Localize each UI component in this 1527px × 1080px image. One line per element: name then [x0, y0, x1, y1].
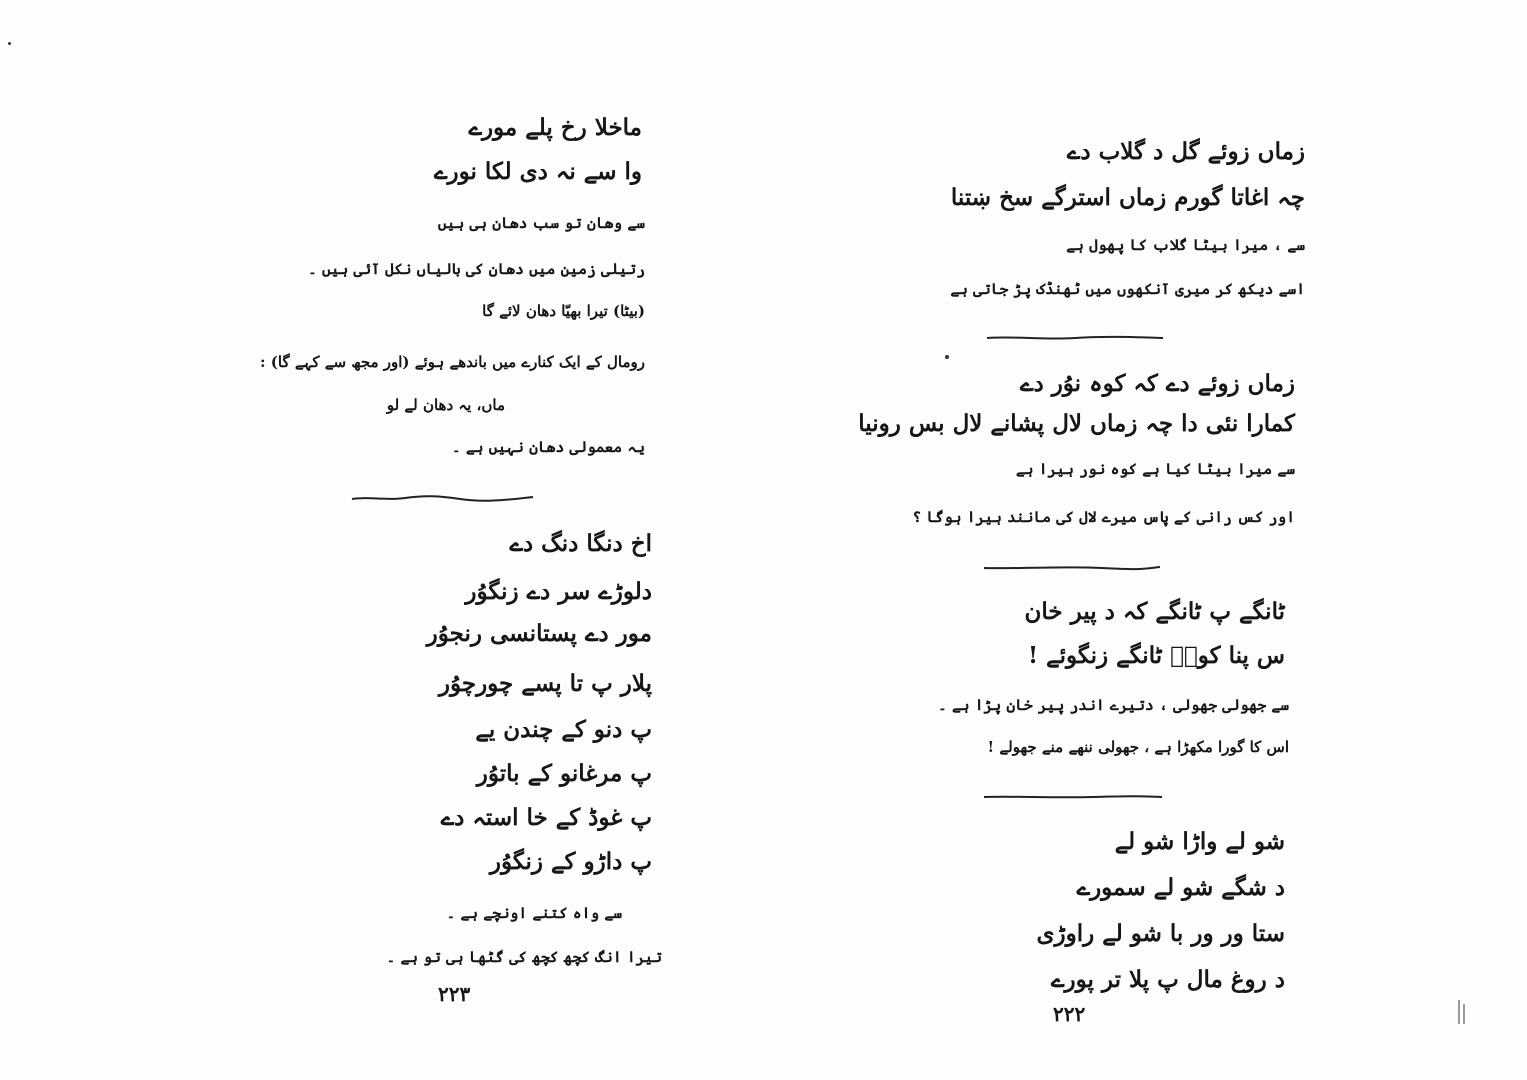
right-translation-1-1: سے ، میرا بیٹا گلاب کا پھول ہے: [1066, 236, 1305, 254]
left-verse-1-1: ماخلا رخ پلے مورے: [468, 114, 642, 141]
left-page: [0, 0, 760, 1080]
page-number-right: ٢٢٢: [1053, 1002, 1086, 1026]
left-translation-1-5: ماں، یہ دھان لے لو: [386, 396, 505, 414]
section-divider: [985, 333, 1165, 343]
section-divider: [982, 563, 1162, 573]
left-translation-2-2: تیرا انگ کچھ کچھ کی گٹھا ہی تو ہے ۔: [386, 948, 662, 966]
right-verse-2-1: زماں زوئے دے کہ کوہ نوُر دے: [1019, 370, 1295, 397]
right-translation-3-2: اس کا گورا مکھڑا ہے ، جھولی ننھے منے جھولے !: [987, 738, 1289, 756]
left-verse-2-8: پ داڑو کے زنگوُر: [489, 848, 652, 875]
left-translation-1-2: رتیلی زمین میں دھان کی بالیاں نکل آئی ہیں ۔: [307, 260, 645, 278]
section-divider: [982, 792, 1164, 802]
left-verse-2-7: پ غوڈ کے خا استہ دے: [440, 804, 652, 831]
right-translation-2-1: سے میرا بیٹا کیا ہے کوہ نور ہیرا ہے: [1015, 460, 1295, 478]
page-number-left: ٢٢٣: [438, 982, 471, 1006]
right-verse-2-2: کمارا نئی دا چہ زماں لال پشانے لال بس رونیا: [858, 410, 1295, 437]
left-translation-1-3: (بیٹا) تیرا بھیّا دھان لائے گا: [482, 302, 645, 320]
left-verse-2-1: اخ دنگا دنگ دے: [509, 530, 652, 557]
right-verse-4-4: د روغ مال پ پلا تر پورے: [1051, 966, 1285, 993]
right-translation-1-2: اسے دیکھ کر میری آنکھوں میں ٹھنڈک پڑ جاتی ہے: [950, 280, 1305, 298]
right-verse-3-2: س پنا کوےؐ ٹانگے زنگوئے !: [1028, 642, 1285, 669]
right-verse-1-1: زماں زوئے گل د گلاب دے: [1066, 138, 1305, 165]
right-translation-3-1: سے جھولی جھولی ، دتیرے اندر پیر خان پڑا ہے ۔: [937, 696, 1289, 714]
right-translation-2-2: اور کس رانی کے پاس میرے لال کی مانند ہیرا ہوگا ؟: [912, 508, 1295, 526]
left-verse-2-2: دلوڑے سر دے زنگوُر: [465, 578, 652, 605]
left-verse-2-5: پ دنو کے چندن یے: [475, 716, 652, 743]
left-verse-2-4: پلار پ تا پسے چورچوُر: [438, 670, 652, 697]
right-verse-4-2: د شگے شو لے سمورے: [1076, 874, 1285, 901]
left-translation-1-6: یہ معمولی دھان نہیں ہے ۔: [451, 438, 645, 456]
left-verse-1-2: وا سے نہ دی لکا نورے: [434, 158, 642, 185]
right-verse-4-3: ستا ور ور با شو لے راوڑی: [1036, 920, 1285, 947]
left-translation-2-1: سے واہ کتنے اونچے ہے ۔: [446, 904, 622, 922]
left-verse-2-6: پ مرغانو کے باتوُر: [476, 760, 652, 787]
left-translation-1-1: سے وھان تو سب دھان ہی ہیں: [437, 214, 645, 232]
right-page: [760, 0, 1527, 1080]
right-verse-4-1: شو لے واڑا شو لے: [1114, 828, 1285, 855]
right-verse-1-2: چہ اغاتا گورم زماں استرگے سخ ښتنا: [950, 184, 1305, 211]
right-verse-3-1: ٹانگے پ ٹانگے کہ د پیر خان: [1024, 598, 1285, 625]
left-translation-1-4: رومال کے ایک کنارے میں باندھے ہوئے (اور مجھ سے کہے گا) :: [260, 353, 645, 371]
left-verse-2-3: مور دے پستانسی رنجوُر: [426, 620, 652, 647]
section-divider: [350, 493, 535, 503]
